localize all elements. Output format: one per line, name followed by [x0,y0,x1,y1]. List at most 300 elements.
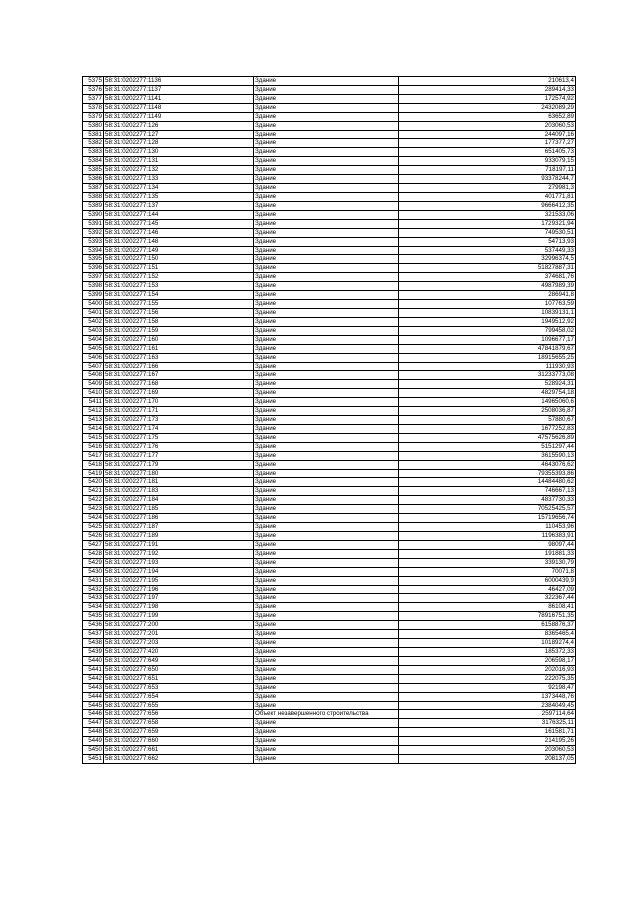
table-row [83,621,576,630]
cadastral-value: 9666412,35 [399,201,576,210]
object-type: Здание [254,585,399,594]
cadastral-number: 58:31:0202277:155 [104,300,254,309]
row-number: 5397 [83,273,104,282]
cadastral-value: 10189274,4 [399,639,576,648]
table-row [83,398,576,407]
object-type: Здание [254,112,399,121]
cadastral-number: 58:31:0202277:151 [104,264,254,273]
cadastral-number: 58:31:0202277:161 [104,344,254,353]
cadastral-number: 58:31:0202277:130 [104,148,254,157]
cadastral-value: 8365465,4 [399,630,576,639]
row-number: 5380 [83,121,104,130]
object-type: Здание [254,648,399,657]
object-type: Здание [254,576,399,585]
cadastral-number: 58:31:0202277:1148 [104,103,254,112]
table-row [83,496,576,505]
cadastral-number: 58:31:0202277:146 [104,228,254,237]
row-number: 5412 [83,407,104,416]
cadastral-number: 58:31:0202277:200 [104,621,254,630]
row-number: 5387 [83,184,104,193]
table-row [83,523,576,532]
object-type: Здание [254,603,399,612]
row-number: 5403 [83,326,104,335]
row-number: 5411 [83,398,104,407]
object-type: Здание [254,540,399,549]
cadastral-number: 58:31:0202277:128 [104,139,254,148]
cadastral-value: 1729321,94 [399,219,576,228]
table-row [83,219,576,228]
table-row [83,487,576,496]
object-type: Здание [254,407,399,416]
table-row [83,130,576,139]
table-row [83,424,576,433]
row-number: 5425 [83,523,104,532]
table-row [83,353,576,362]
table-row [83,648,576,657]
cadastral-number: 58:31:0202277:167 [104,371,254,380]
object-type: Здание [254,487,399,496]
cadastral-number: 58:31:0202277:150 [104,255,254,264]
table-row [83,514,576,523]
cadastral-number: 58:31:0202277:186 [104,514,254,523]
row-number: 5443 [83,683,104,692]
cadastral-value: 14965060,6 [399,398,576,407]
object-type: Здание [254,308,399,317]
cadastral-value: 222075,35 [399,674,576,683]
table-row [83,326,576,335]
cadastral-value: 6158876,37 [399,621,576,630]
row-number: 5377 [83,94,104,103]
object-type: Здание [254,478,399,487]
table-row [83,148,576,157]
row-number: 5426 [83,532,104,541]
cadastral-number: 58:31:0202277:197 [104,594,254,603]
row-number: 5435 [83,612,104,621]
cadastral-number: 58:31:0202277:176 [104,442,254,451]
cadastral-number: 58:31:0202277:195 [104,576,254,585]
cadastral-number: 58:31:0202277:160 [104,335,254,344]
cadastral-value: 161581,71 [399,728,576,737]
cadastral-value: 2597114,64 [399,710,576,719]
table-row [83,585,576,594]
table-row [83,540,576,549]
table-row [83,469,576,478]
row-number: 5438 [83,639,104,648]
row-number: 5415 [83,433,104,442]
table-row [83,389,576,398]
cadastral-number: 58:31:0202277:159 [104,326,254,335]
cadastral-number: 58:31:0202277:149 [104,246,254,255]
row-number: 5433 [83,594,104,603]
table-row [83,282,576,291]
object-type: Здание [254,505,399,514]
cadastral-number: 58:31:0202277:137 [104,201,254,210]
cadastral-number: 58:31:0202277:168 [104,380,254,389]
cadastral-number: 58:31:0202277:184 [104,496,254,505]
row-number: 5432 [83,585,104,594]
cadastral-value: 32996374,5 [399,255,576,264]
object-type: Здание [254,621,399,630]
cadastral-value: 401771,81 [399,192,576,201]
cadastral-value: 5151297,44 [399,442,576,451]
table-row [83,264,576,273]
cadastral-value: 1096677,17 [399,335,576,344]
row-number: 5379 [83,112,104,121]
cadastral-value: 54713,93 [399,237,576,246]
cadastral-number: 58:31:0202277:189 [104,532,254,541]
cadastral-number: 58:31:0202277:653 [104,683,254,692]
row-number: 5409 [83,380,104,389]
cadastral-value: 799458,02 [399,326,576,335]
cadastral-value: 718197,11 [399,166,576,175]
table-row [83,184,576,193]
cadastral-value: 4987989,39 [399,282,576,291]
row-number: 5410 [83,389,104,398]
row-number: 5442 [83,674,104,683]
table-row [83,416,576,425]
object-type: Здание [254,665,399,674]
row-number: 5418 [83,460,104,469]
table-row [83,255,576,264]
table-row [83,478,576,487]
table-row [83,656,576,665]
row-number: 5396 [83,264,104,273]
cadastral-number: 58:31:0202277:148 [104,237,254,246]
cadastral-number: 58:31:0202277:187 [104,523,254,532]
object-type: Объект незавершенного строительства [254,710,399,719]
table-row [83,228,576,237]
object-type: Здание [254,692,399,701]
cadastral-number: 58:31:0202277:654 [104,692,254,701]
object-type: Здание [254,630,399,639]
row-number: 5378 [83,103,104,112]
object-type: Здание [254,701,399,710]
cadastral-number: 58:31:0202277:183 [104,487,254,496]
row-number: 5434 [83,603,104,612]
object-type: Здание [254,594,399,603]
row-number: 5405 [83,344,104,353]
object-type: Здание [254,130,399,139]
table-row [83,371,576,380]
object-type: Здание [254,246,399,255]
cadastral-value: 321533,06 [399,210,576,219]
object-type: Здание [254,442,399,451]
table-row [83,317,576,326]
table-row [83,710,576,719]
row-number: 5402 [83,317,104,326]
object-type: Здание [254,389,399,398]
object-type: Здание [254,746,399,755]
table-row [83,201,576,210]
table-row [83,603,576,612]
cadastral-value: 110453,96 [399,523,576,532]
row-number: 5386 [83,175,104,184]
cadastral-value: 93378244,7 [399,175,576,184]
cadastral-number: 58:31:0202277:203 [104,639,254,648]
object-type: Здание [254,175,399,184]
cadastral-number: 58:31:0202277:194 [104,567,254,576]
row-number: 5381 [83,130,104,139]
cadastral-value: 185372,33 [399,648,576,657]
object-type: Здание [254,558,399,567]
row-number: 5404 [83,335,104,344]
object-type: Здание [254,228,399,237]
table-row [83,308,576,317]
row-number: 5406 [83,353,104,362]
row-number: 5437 [83,630,104,639]
cadastral-value: 79355393,86 [399,469,576,478]
cadastral-value: 2508036,87 [399,407,576,416]
cadastral-value: 4643076,62 [399,460,576,469]
object-type: Здание [254,496,399,505]
table-row [83,121,576,130]
cadastral-number: 58:31:0202277:192 [104,549,254,558]
table-row [83,683,576,692]
cadastral-number: 58:31:0202277:135 [104,192,254,201]
object-type: Здание [254,139,399,148]
row-number: 5398 [83,282,104,291]
cadastral-number: 58:31:0202277:175 [104,433,254,442]
cadastral-value: 70071,8 [399,567,576,576]
cadastral-value: 78916751,35 [399,612,576,621]
table-row [83,77,576,86]
row-number: 5450 [83,746,104,755]
object-type: Здание [254,532,399,541]
table-row [83,362,576,371]
cadastral-number: 58:31:0202277:173 [104,416,254,425]
object-type: Здание [254,273,399,282]
cadastral-number: 58:31:0202277:656 [104,710,254,719]
cadastral-value: 537449,33 [399,246,576,255]
object-type: Здание [254,755,399,764]
cadastral-value: 214195,26 [399,737,576,746]
cadastral-number: 58:31:0202277:1141 [104,94,254,103]
object-type: Здание [254,371,399,380]
cadastral-number: 58:31:0202277:661 [104,746,254,755]
object-type: Здание [254,121,399,130]
cadastral-value: 322367,44 [399,594,576,603]
table-row [83,746,576,755]
row-number: 5448 [83,728,104,737]
cadastral-number: 58:31:0202277:180 [104,469,254,478]
cadastral-number: 58:31:0202277:196 [104,585,254,594]
cadastral-value: 206598,17 [399,656,576,665]
cadastral-value: 208137,05 [399,755,576,764]
row-number: 5389 [83,201,104,210]
object-type: Здание [254,514,399,523]
cadastral-value: 3176325,11 [399,719,576,728]
cadastral-value: 10839131,1 [399,308,576,317]
row-number: 5449 [83,737,104,746]
cadastral-number: 58:31:0202277:1136 [104,77,254,86]
cadastral-number: 58:31:0202277:191 [104,540,254,549]
object-type: Здание [254,282,399,291]
object-type: Здание [254,469,399,478]
object-type: Здание [254,255,399,264]
table-row [83,157,576,166]
cadastral-value: 92198,47 [399,683,576,692]
cadastral-number: 58:31:0202277:193 [104,558,254,567]
cadastral-number: 58:31:0202277:185 [104,505,254,514]
cadastral-number: 58:31:0202277:1137 [104,85,254,94]
cadastral-value: 1677252,83 [399,424,576,433]
row-number: 5375 [83,77,104,86]
row-number: 5423 [83,505,104,514]
cadastral-value: 4837730,33 [399,496,576,505]
cadastral-number: 58:31:0202277:201 [104,630,254,639]
cadastral-value: 31233773,08 [399,371,576,380]
object-type: Здание [254,219,399,228]
table-row [83,549,576,558]
cadastral-number: 58:31:0202277:181 [104,478,254,487]
table-row [83,737,576,746]
cadastral-value: 244097,16 [399,130,576,139]
cadastral-number: 58:31:0202277:163 [104,353,254,362]
cadastral-number: 58:31:0202277:177 [104,451,254,460]
cadastral-value: 1949512,92 [399,317,576,326]
cadastral-number: 58:31:0202277:132 [104,166,254,175]
row-number: 5384 [83,157,104,166]
table-row [83,291,576,300]
table-row [83,407,576,416]
cadastral-value: 933079,15 [399,157,576,166]
table-row [83,692,576,701]
cadastral-value: 202016,93 [399,665,576,674]
cadastral-value: 111930,93 [399,362,576,371]
cadastral-number: 58:31:0202277:649 [104,656,254,665]
object-type: Здание [254,362,399,371]
object-type: Здание [254,728,399,737]
cadastral-value: 339130,79 [399,558,576,567]
table-row [83,451,576,460]
object-type: Здание [254,433,399,442]
table-row [83,630,576,639]
table-row [83,576,576,585]
cadastral-number: 58:31:0202277:145 [104,219,254,228]
row-number: 5391 [83,219,104,228]
cadastral-value: 57880,67 [399,416,576,425]
cadastral-value: 172574,92 [399,94,576,103]
row-number: 5447 [83,719,104,728]
cadastral-value: 746667,13 [399,487,576,496]
cadastral-number: 58:31:0202277:658 [104,719,254,728]
table-row [83,719,576,728]
table-row [83,594,576,603]
object-type: Здание [254,201,399,210]
cadastral-value: 651405,73 [399,148,576,157]
cadastral-number: 58:31:0202277:166 [104,362,254,371]
object-type: Здание [254,335,399,344]
cadastral-value: 18915655,25 [399,353,576,362]
table-row [83,755,576,764]
row-number: 5413 [83,416,104,425]
cadastral-number: 58:31:0202277:651 [104,674,254,683]
row-number: 5424 [83,514,104,523]
cadastral-value: 203060,53 [399,121,576,130]
cadastral-number: 58:31:0202277:127 [104,130,254,139]
table-row [83,612,576,621]
cadastral-number: 58:31:0202277:650 [104,665,254,674]
table-row [83,728,576,737]
row-number: 5421 [83,487,104,496]
cadastral-value: 1196383,91 [399,532,576,541]
object-type: Здание [254,184,399,193]
table-row [83,532,576,541]
row-number: 5445 [83,701,104,710]
object-type: Здание [254,344,399,353]
object-type: Здание [254,210,399,219]
row-number: 5393 [83,237,104,246]
cadastral-number: 58:31:0202277:144 [104,210,254,219]
row-number: 5428 [83,549,104,558]
row-number: 5451 [83,755,104,764]
object-type: Здание [254,192,399,201]
cadastral-value: 6000439,9 [399,576,576,585]
cadastral-number: 58:31:0202277:659 [104,728,254,737]
table-row [83,112,576,121]
cadastral-value: 107763,59 [399,300,576,309]
cadastral-number: 58:31:0202277:662 [104,755,254,764]
row-number: 5388 [83,192,104,201]
table-row [83,442,576,451]
cadastral-number: 58:31:0202277:179 [104,460,254,469]
table-row [83,246,576,255]
cadastral-number: 58:31:0202277:156 [104,308,254,317]
table-row [83,380,576,389]
cadastral-value: 47841879,67 [399,344,576,353]
cadastral-number: 58:31:0202277:133 [104,175,254,184]
row-number: 5417 [83,451,104,460]
row-number: 5431 [83,576,104,585]
cadastral-value: 210613,4 [399,77,576,86]
table-row [83,567,576,576]
object-type: Здание [254,94,399,103]
object-type: Здание [254,353,399,362]
object-type: Здание [254,398,399,407]
object-type: Здание [254,77,399,86]
row-number: 5446 [83,710,104,719]
cadastral-value: 51827887,31 [399,264,576,273]
row-number: 5419 [83,469,104,478]
table-row [83,300,576,309]
object-type: Здание [254,148,399,157]
cadastral-value: 63652,89 [399,112,576,121]
cadastral-number: 58:31:0202277:169 [104,389,254,398]
object-type: Здание [254,326,399,335]
cadastral-value: 1373448,76 [399,692,576,701]
table-row [83,85,576,94]
table-body [83,77,576,764]
cadastral-value: 749530,51 [399,228,576,237]
row-number: 5392 [83,228,104,237]
table-row [83,460,576,469]
object-type: Здание [254,523,399,532]
cadastral-number: 58:31:0202277:655 [104,701,254,710]
object-type: Здание [254,380,399,389]
object-type: Здание [254,291,399,300]
row-number: 5408 [83,371,104,380]
cadastral-value: 15719656,74 [399,514,576,523]
row-number: 5414 [83,424,104,433]
object-type: Здание [254,416,399,425]
cadastral-number: 58:31:0202277:1149 [104,112,254,121]
object-type: Здание [254,424,399,433]
cadastral-number: 58:31:0202277:158 [104,317,254,326]
row-number: 5430 [83,567,104,576]
row-number: 5422 [83,496,104,505]
cadastral-number: 58:31:0202277:170 [104,398,254,407]
cadastral-number: 58:31:0202277:126 [104,121,254,130]
